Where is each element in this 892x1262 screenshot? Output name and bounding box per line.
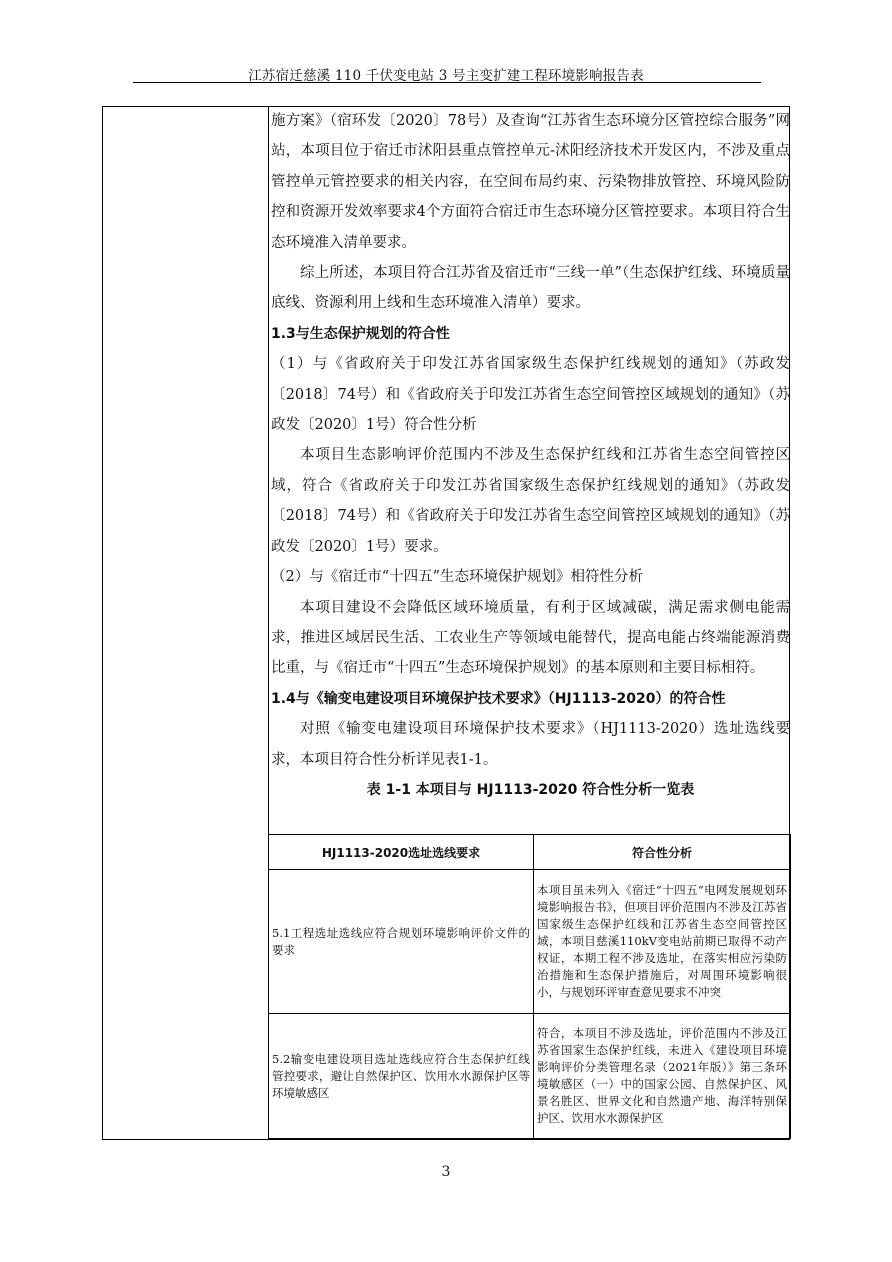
table-row [269, 1014, 791, 1139]
subsection-2: （2）与《宿迁市“十四五”生态环境保护规划》相符性分析 [271, 569, 644, 586]
column-header-requirement: HJ1113-2020选址选线要求 [269, 835, 534, 870]
column-header-analysis: 符合性分析 [534, 835, 791, 870]
paragraph-summary: 综上所述，本项目符合江苏省及宿迁市“三线一单”（生态保护红线、环境质量底线、资源利用上线和生态环境准入清单）要求。 [271, 265, 790, 312]
requirement-cell: 5.1工程选址选线应符合规划环境影响评价文件的要求 [269, 870, 534, 1014]
compliance-table [268, 834, 791, 1139]
main-content [271, 106, 790, 803]
page-number: 3 [441, 1164, 451, 1180]
paragraph-suqian-plan: 本项目建设不会降低区域环境质量，有利于区域减碳，满足需求侧电能需求，推进区域居民生活、工农业生产等领域电能替代，提高电能占终端能源消费比重，与《宿迁市“十四五”生态环境保护规划》的基本原则和主要目标相符。 [271, 599, 790, 677]
table-row [269, 870, 791, 1014]
paragraph-hj1113: 对照《输变电建设项目环境保护技术要求》（HJ1113-2020）选址选线要求，本项目符合性分析详见表1-1。 [271, 721, 790, 768]
requirement-cell: 5.2输变电建设项目选址选线应符合生态保护红线管控要求，避让自然保护区、饮用水水源保护区等环境敏感区 [269, 1014, 534, 1139]
section-heading-1-3: 1.3与生态保护规划的符合性 [271, 325, 450, 342]
analysis-cell: 本项目虽未列入《宿迁“十四五”电网发展规划环境影响报告书》，但项目评价范围内不涉及江苏省国家级生态保护红线和江苏省生态空间管控区域，本项目慈溪110kV变电站前期已取得不动产权证，本期工程不涉及选址，在落实相应污染防治措施和生态保护措施后，对周围环境影响很小，与规划环评审查意见要求不冲突 [534, 870, 791, 1014]
section-heading-1-4: 1.4与《输变电建设项目环境保护技术要求》（HJ1113-2020）的符合性 [271, 690, 726, 707]
paragraph-continuation: 施方案》（宿环发〔2020〕78号）及查询“江苏省生态环境分区管控综合服务”网站，本项目位于宿迁市沭阳县重点管控单元-沭阳经济技术开发区内，不涉及重点管控单元管控要求的相关内容，在空间布局约束、污染物排放管控、环境风险防控和资源开发效率要求4个方面符合宿迁市生态环境分区管控要求。本项目符合生态环境准入清单要求。 [271, 113, 790, 251]
subsection-1: （1）与《省政府关于印发江苏省国家级生态保护红线规划的通知》（苏政发〔2018〕74号）和《省政府关于印发江苏省生态空间管控区域规划的通知》（苏政发〔2020〕1号）符合性分析 [271, 356, 790, 434]
header-rule [133, 82, 761, 83]
analysis-cell: 符合，本项目不涉及选址，评价范围内不涉及江苏省国家生态保护红线，未进入《建设项目环境影响评价分类管理名录（2021年版）》第三条环境敏感区（一）中的国家公园、自然保护区、风景名胜区、世界文化和自然遗产地、海洋特别保护区、饮用水水源保护区 [534, 1014, 791, 1139]
document-header: 江苏宿迁慈溪 110 千伏变电站 3 号主变扩建工程环境影响报告表 [248, 68, 644, 84]
table-title: 表 1-1 本项目与 HJ1113-2020 符合性分析一览表 [366, 781, 695, 798]
paragraph-redline: 本项目生态影响评价范围内不涉及生态保护红线和江苏省生态空间管控区域，符合《省政府关于印发江苏省国家级生态保护红线规划的通知》（苏政发〔2018〕74号）和《省政府关于印发江苏省生态空间管控区域规划的通知》（苏政发〔2020〕1号）要求。 [271, 447, 790, 555]
table-header-row [269, 835, 791, 870]
